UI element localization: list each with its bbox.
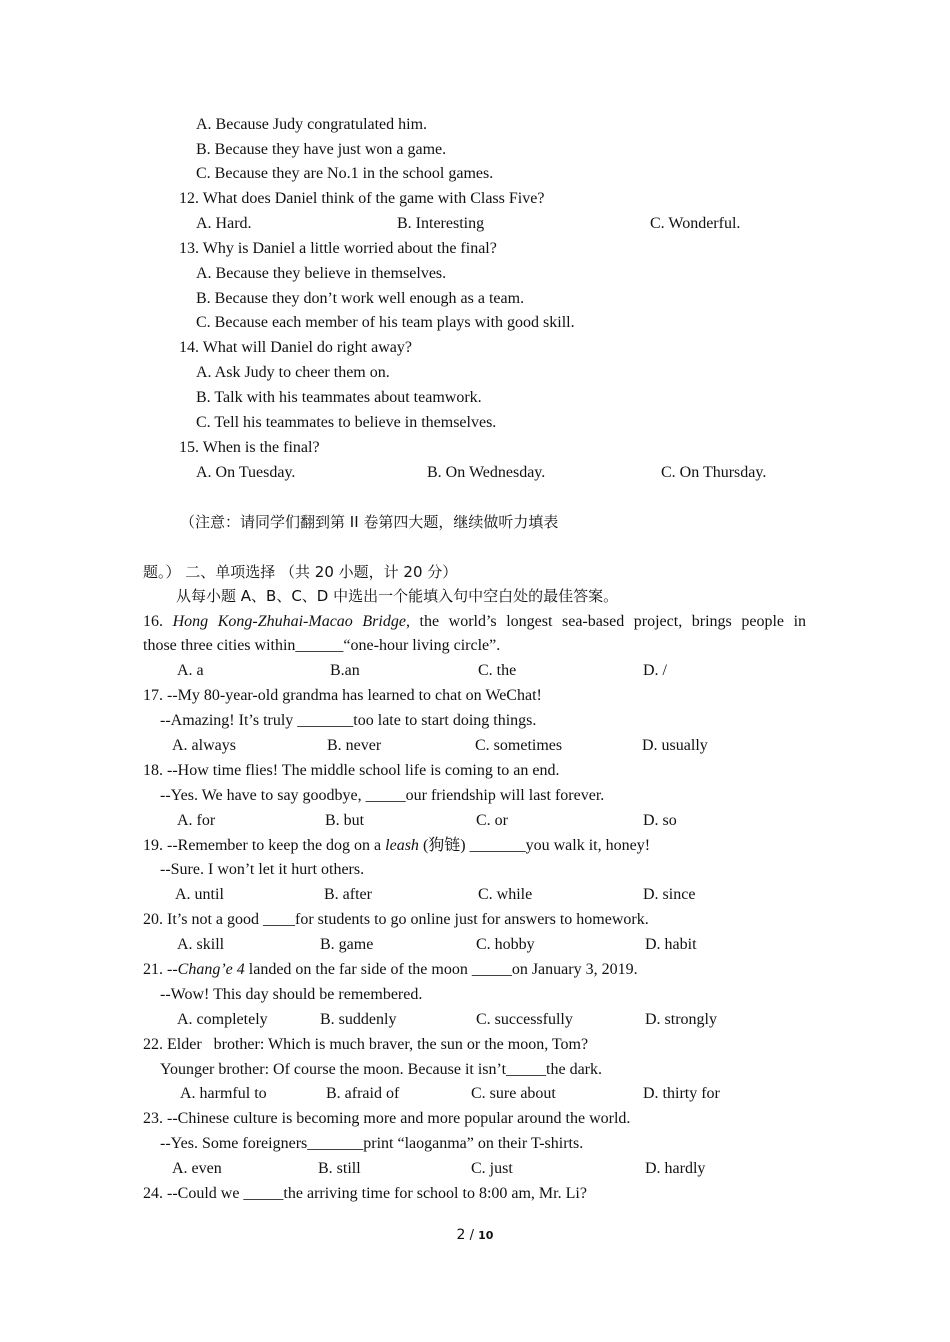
text-line: 24. --Could we _____the arriving time for school to 8:00 am, Mr. Li? [143,1185,587,1202]
text-line: A. Ask Judy to cheer them on. [196,364,390,381]
answer-option: B.an [330,662,360,679]
answer-option: C. while [478,886,533,903]
section-instruction: （注意：请同学们翻到第 II 卷第四大题，继续做听力填表 [180,513,559,531]
answer-option: C. or [476,812,508,829]
text-line: C. Tell his teammates to believe in themselves. [196,414,497,431]
text-line: 22. Elder brother: Which is much braver, the sun or the moon, Tom? [143,1036,589,1053]
text-line: --Wow! This day should be remembered. [160,986,423,1003]
answer-option: D. habit [645,936,697,953]
answer-option: C. hobby [476,936,535,953]
section-instruction: 从每小题 A、B、C、D 中选出一个能填入句中空白处的最佳答案。 [176,587,619,605]
answer-option: A. On Tuesday. [196,464,296,481]
page-number: 2 / 10 [456,1227,494,1243]
text-line [143,612,806,632]
text-line: B. Because they have just won a game. [196,141,447,158]
answer-option: C. sometimes [475,737,563,754]
text-line: --Yes. We have to say goodbye, _____our friendship will last forever. [160,787,605,804]
answer-option: C. On Thursday. [661,464,767,481]
italic-term: Chang’e 4 [177,961,245,978]
text-line: 20. It’s not a good ____for students to go online just for answers to homework. [143,911,649,928]
answer-option: B. Interesting [397,215,485,232]
answer-option: B. but [325,812,365,829]
text-segment: 16. [143,613,173,630]
answer-option: D. hardly [645,1160,706,1177]
answer-option: A. Hard. [196,215,252,232]
answer-option: A. even [172,1160,222,1177]
text-line: 23. --Chinese culture is becoming more and more popular around the world. [143,1110,631,1127]
text-line: B. Talk with his teammates about teamwork. [196,389,482,406]
text-line: C. Because they are No.1 in the school games. [196,165,494,182]
answer-option: B. On Wednesday. [427,464,546,481]
text-line: A. Because they believe in themselves. [196,265,447,282]
text-segment: landed on the far side of the moon _____on January 3, 2019. [244,961,638,978]
answer-option: A. a [177,662,204,679]
answer-option: A. always [172,737,236,754]
answer-option: A. completely [177,1011,268,1028]
answer-option: C. Wonderful. [650,215,741,232]
text-segment: (狗链) _______you walk it, honey! [418,837,651,854]
answer-option: D. strongly [645,1011,717,1028]
text-line: C. Because each member of his team plays with good skill. [196,314,575,331]
text-line: --Sure. I won’t let it hurt others. [160,861,365,878]
text-line: --Yes. Some foreigners_______print “laoganma” on their T-shirts. [160,1135,584,1152]
text-line: Younger brother: Of course the moon. Because it isn’t_____the dark. [160,1061,602,1078]
answer-option: D. so [643,812,677,829]
answer-option: B. after [324,886,372,903]
text-segment: 21. -- [143,961,178,978]
answer-option: A. skill [177,936,225,953]
answer-option: D. usually [642,737,708,754]
text-line: --Amazing! It’s truly _______too late to start doing things. [160,712,537,729]
answer-option: B. suddenly [320,1011,397,1028]
answer-option: A. until [175,886,224,903]
answer-option: B. still [318,1160,361,1177]
text-line [143,836,650,856]
answer-option: D. thirty for [643,1085,720,1102]
text-line: 18. --How time flies! The middle school life is coming to an end. [143,762,560,779]
answer-option: D. since [643,886,696,903]
answer-option: A. for [177,812,216,829]
text-line [143,960,638,980]
text-line: those three cities within______“one-hour living circle”. [143,637,501,654]
text-segment: , the world’s longest sea-based project, brings people in [405,613,807,630]
answer-option: C. successfully [476,1011,573,1028]
italic-term: leash [385,837,419,854]
answer-option: B. afraid of [326,1085,400,1102]
text-line: 14. What will Daniel do right away? [179,339,412,356]
text-segment: 19. --Remember to keep the dog on a [143,837,386,854]
text-line: 13. Why is Daniel a little worried about the final? [179,240,497,257]
answer-option: C. the [478,662,517,679]
answer-option: A. harmful to [180,1085,267,1102]
text-line: 15. When is the final? [179,439,320,456]
answer-option: C. sure about [471,1085,556,1102]
answer-option: D. / [643,662,667,679]
text-line: A. Because Judy congratulated him. [196,116,428,133]
section-instruction: 题。） 二、单项选择 （共 20 小题，计 20 分） [143,563,458,581]
text-line: B. Because they don’t work well enough as a team. [196,290,525,307]
italic-term: Hong Kong-Zhuhai-Macao Bridge [172,613,406,630]
answer-option: C. just [471,1160,513,1177]
text-line: 12. What does Daniel think of the game with Class Five? [179,190,545,207]
answer-option: B. never [327,737,382,754]
text-line: 17. --My 80-year-old grandma has learned to chat on WeChat! [143,687,542,704]
answer-option: B. game [320,936,374,953]
